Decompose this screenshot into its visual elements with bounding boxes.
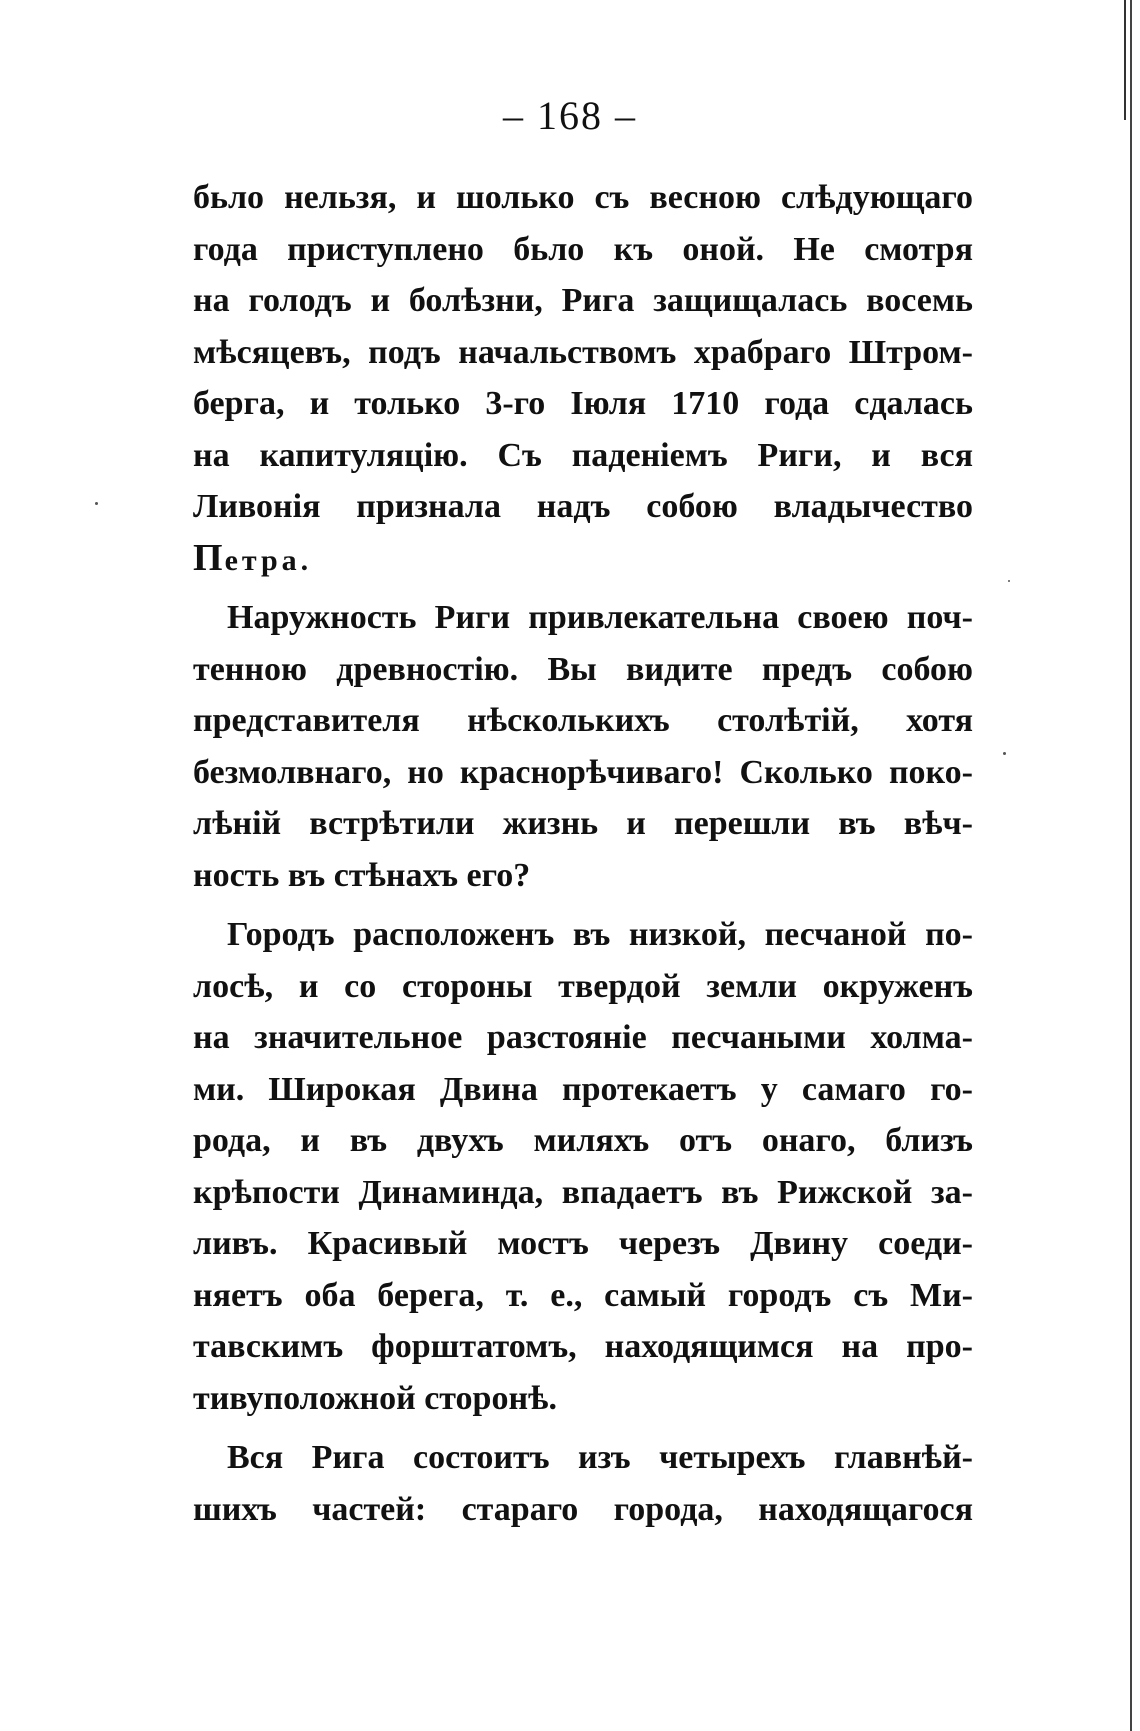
print-speck: [1003, 752, 1006, 755]
text-line: тенною древностію. Вы видите предъ собою: [193, 650, 973, 688]
text-line: безмолвнаго, но краснорѣчиваго! Сколько поко-: [193, 753, 973, 791]
text-line: мѣсяцевъ, подъ начальствомъ храбраго Штром-: [193, 333, 973, 371]
print-speck: [95, 502, 98, 505]
text-line: тавскимъ форштатомъ, находящимся на про-: [193, 1328, 973, 1365]
text-line: Наружность Риги привлекательна своею поч-: [227, 599, 973, 636]
text-line: на капитуляцію. Съ паденіемъ Риги, и вся: [193, 436, 973, 474]
text-line: лосѣ, и со стороны твердой земли окруженъ: [193, 967, 973, 1005]
text-line: рода, и въ двухъ миляхъ отъ онаго, близъ: [193, 1122, 973, 1159]
text-line: на голодъ и болѣзни, Рига защищалась восемь: [193, 282, 973, 319]
text-line: лѣній встрѣтили жизнь и перешли въ вѣч-: [193, 805, 973, 842]
body-text: [193, 172, 973, 1535]
text-line: няетъ оба берега, т. е., самый городъ съ Ми-: [193, 1276, 973, 1314]
page-number: – 168 –: [503, 93, 637, 138]
print-speck: [1008, 580, 1010, 582]
text-line: бьло нельзя, и шолько съ весною слѣдующаго: [193, 179, 973, 216]
text-line: шихъ частей: стараго города, находящагося: [193, 1490, 973, 1528]
text-line: крѣпости Динаминда, впадаетъ въ Рижской за-: [193, 1173, 973, 1211]
text-line: Городъ расположенъ въ низкой, песчаной по-: [227, 916, 973, 953]
text-line: ми. Широкая Двина протекаетъ у самаго го-: [193, 1070, 973, 1108]
text-line: года приступлено бьло къ оной. Не смотря: [193, 230, 973, 268]
text-line: берга, и только 3-го Іюля 1710 года сдалась: [193, 385, 973, 422]
text-line-petra: [193, 533, 973, 585]
text-line: тивуположной сторонѣ.: [193, 1379, 557, 1417]
petra-initial: П: [193, 536, 225, 579]
text-line: ливъ. Красивый мостъ черезъ Двину соеди-: [193, 1225, 973, 1262]
text-line: Вся Рига состоитъ изъ четырехъ главнѣй-: [227, 1439, 973, 1476]
page-edge-line: [1130, 0, 1132, 1731]
text-line: на значительное разстояніе песчаными холма-: [193, 1019, 973, 1056]
text-line: ность въ стѣнахъ его?: [193, 856, 531, 894]
petra-rest: етра.: [224, 543, 313, 577]
text-line: представителя нѣсколькихъ столѣтій, хотя: [193, 702, 973, 739]
text-line: Ливонія признала надъ собою владычество: [193, 488, 973, 525]
